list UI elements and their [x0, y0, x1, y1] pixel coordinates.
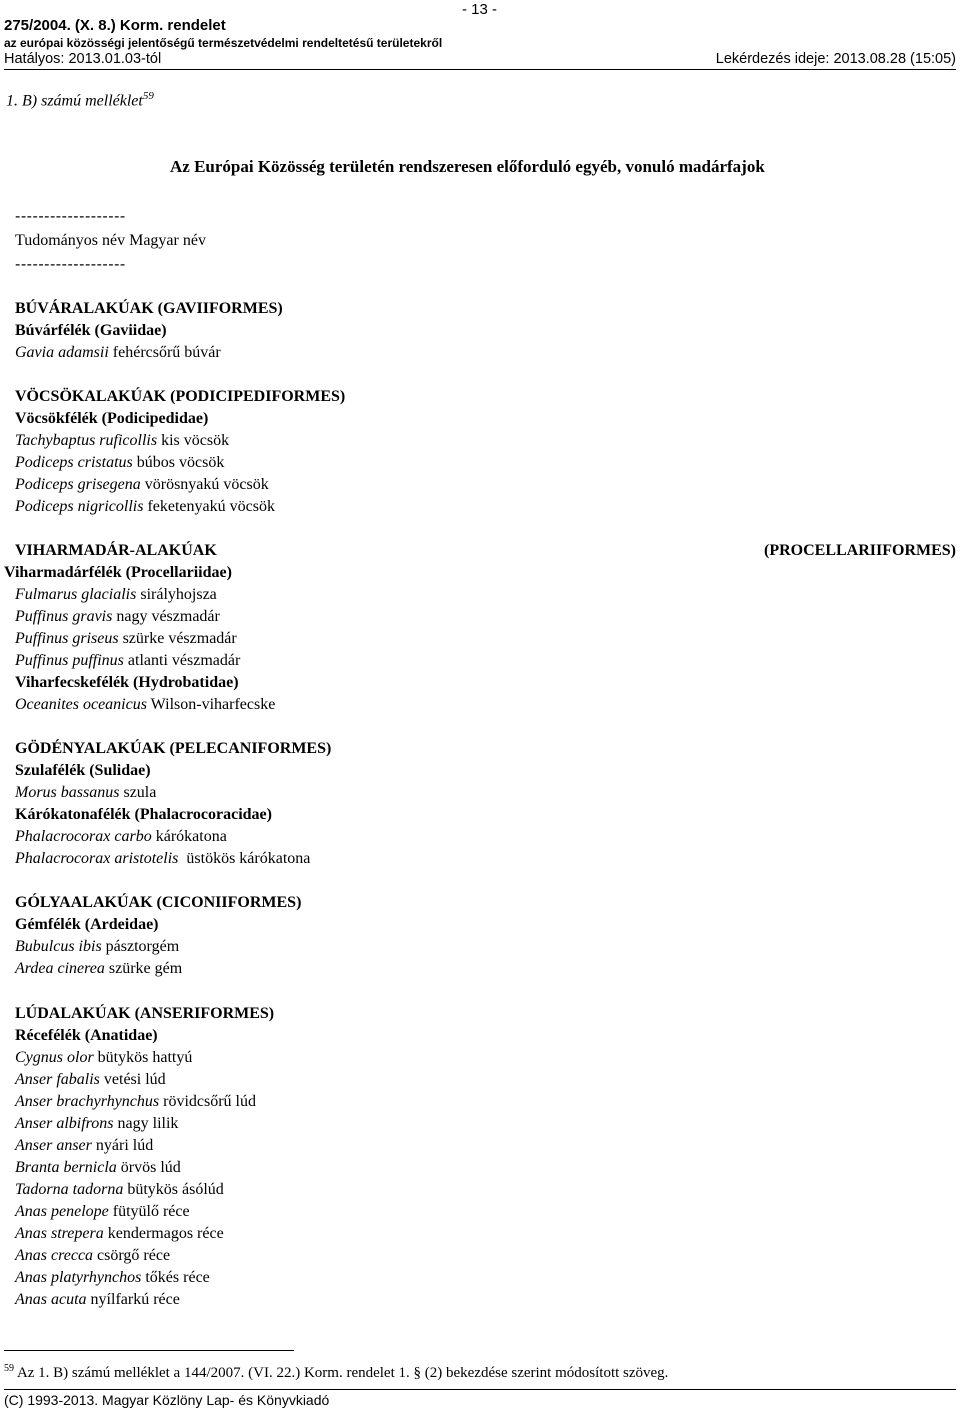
order-heading: VIHARMADÁR-ALAKÚAK [15, 542, 217, 559]
species-row [15, 1290, 180, 1310]
hungarian-name: sirályhojsza [140, 586, 217, 603]
order-heading: BÚVÁRALAKÚAK (GAVIIFORMES) [15, 300, 283, 317]
family-heading: Búvárfélék (Gaviidae) [15, 322, 167, 339]
query-time: Lekérdezés ideje: 2013.08.28 (15:05) [715, 51, 956, 67]
scientific-name: Anas crecca [15, 1247, 94, 1264]
law-reference: 275/2004. (X. 8.) Korm. rendelet [4, 17, 226, 34]
annex-label [6, 90, 154, 110]
footnote [4, 1363, 668, 1382]
hungarian-name: kis vöcsök [161, 432, 230, 449]
hungarian-name: atlanti vészmadár [127, 652, 241, 669]
scientific-name: Anas penelope [15, 1203, 109, 1220]
scientific-name: Puffinus puffinus [15, 652, 124, 669]
family-heading: Szulafélék (Sulidae) [15, 762, 151, 779]
order-heading: GÖDÉNYALAKÚAK (PELECANIFORMES) [15, 740, 332, 757]
species-row [15, 1224, 224, 1244]
hungarian-name: örvös lúd [120, 1159, 181, 1176]
hungarian-name: Wilson-viharfecske [150, 696, 276, 713]
species-row [15, 1158, 181, 1178]
scientific-name: Fulmarus glacialis [15, 586, 137, 603]
page-title: Az Európai Közösség területén rendszeresen előforduló egyéb, vonuló madárfajok [170, 157, 765, 176]
hungarian-name: feketenyakú vöcsök [147, 498, 275, 515]
species-row [15, 497, 275, 517]
order-heading-latin: (PROCELLARIIFORMES) [763, 542, 956, 559]
species-row [15, 1202, 190, 1222]
species-row [15, 607, 220, 627]
scientific-name: Bubulcus ibis [15, 938, 102, 955]
annex-footnote-ref[interactable]: 59 [142, 90, 154, 102]
annex-label-text: 1. B) számú melléklet [6, 92, 143, 110]
hungarian-name: tőkés réce [145, 1269, 210, 1286]
hungarian-name: nyári lúd [95, 1137, 154, 1154]
species-row [15, 959, 182, 979]
scientific-name: Podiceps nigricollis [15, 498, 144, 515]
species-row [15, 937, 179, 957]
hungarian-name: kendermagos réce [107, 1225, 224, 1242]
species-row [15, 783, 156, 803]
scientific-name: Podiceps cristatus [15, 454, 133, 471]
family-heading: Gémfélék (Ardeidae) [15, 916, 159, 933]
species-row [15, 585, 217, 605]
family-heading: Viharfecskefélék (Hydrobatidae) [15, 674, 239, 691]
scientific-name: Tachybaptus ruficollis [15, 432, 158, 449]
scientific-name: Anser fabalis [15, 1071, 100, 1088]
hungarian-name: bütykös hattyú [97, 1049, 193, 1066]
hungarian-name: vörösnyakú vöcsök [144, 476, 269, 493]
scientific-name: Morus bassanus [15, 784, 120, 801]
scientific-name: Anser brachyrhynchus [15, 1093, 160, 1110]
hungarian-name: szula [123, 784, 157, 801]
hungarian-name: csörgő réce [97, 1247, 171, 1264]
hungarian-name: fütyülő réce [112, 1203, 190, 1220]
species-row [15, 827, 227, 847]
species-row [15, 431, 229, 451]
scientific-name: Ardea cinerea [15, 960, 105, 977]
species-row [15, 651, 240, 671]
footnote-divider [4, 1350, 294, 1351]
species-row [15, 1136, 153, 1156]
footnote-text: Az 1. B) számú melléklet a 144/2007. (VI. 22.) Korm. rendelet 1. § (2) bekezdése szerint módosított szöveg. [16, 1365, 669, 1381]
scientific-name: Oceanites oceanicus [15, 696, 147, 713]
footer-divider [4, 1389, 956, 1390]
family-heading: Viharmadárfélék (Procellariidae) [4, 564, 232, 581]
valid-from: Hatályos: 2013.01.03-tól [4, 51, 162, 67]
species-row [15, 695, 275, 715]
table-column-headers: Tudományos név Magyar név [15, 232, 206, 249]
hungarian-name: pásztorgém [105, 938, 180, 955]
species-row [15, 475, 269, 495]
page-number: - 13 - [462, 1, 498, 18]
scientific-name: Tadorna tadorna [15, 1181, 124, 1198]
scientific-name: Puffinus griseus [15, 630, 119, 647]
hungarian-name: bütykös ásólúd [127, 1181, 224, 1198]
hungarian-name: üstökös kárókatona [186, 850, 311, 867]
hungarian-name: nagy lilik [117, 1115, 179, 1132]
species-row [15, 453, 224, 473]
species-row [15, 1070, 166, 1090]
table-divider-bottom: ------------------- [15, 256, 126, 273]
hungarian-name: búbos vöcsök [136, 454, 225, 471]
hungarian-name: fehércsőrű búvár [112, 344, 221, 361]
hungarian-name: rövidcsőrű lúd [163, 1093, 256, 1110]
species-row [15, 343, 221, 363]
scientific-name: Branta bernicla [15, 1159, 117, 1176]
hungarian-name: kárókatona [155, 828, 227, 845]
hungarian-name: szürke vészmadár [122, 630, 237, 647]
scientific-name: Anser albifrons [15, 1115, 114, 1132]
scientific-name: Anas platyrhynchos [15, 1269, 142, 1286]
hungarian-name: vetési lúd [103, 1071, 166, 1088]
order-heading: LÚDALAKÚAK (ANSERIFORMES) [15, 1005, 275, 1022]
order-heading: GÓLYAALAKÚAK (CICONIIFORMES) [15, 894, 302, 911]
species-row [15, 1092, 256, 1112]
order-heading: VÖCSÖKALAKÚAK (PODICIPEDIFORMES) [15, 388, 346, 405]
scientific-name: Puffinus gravis [15, 608, 113, 625]
family-heading: Kárókatonafélék (Phalacrocoracidae) [15, 806, 272, 823]
species-row [15, 1114, 178, 1134]
copyright: (C) 1993-2013. Magyar Közlöny Lap- és Könyvkiadó [4, 1392, 330, 1408]
hungarian-name: nagy vészmadár [116, 608, 220, 625]
family-heading: Vöcsökfélék (Podicipedidae) [15, 410, 209, 427]
species-row [15, 1180, 224, 1200]
law-subtitle: az európai közösségi jelentőségű természetvédelmi rendeltetésű területekről [4, 36, 443, 50]
scientific-name: Podiceps grisegena [15, 476, 141, 493]
species-row [15, 1268, 210, 1288]
scientific-name: Phalacrocorax aristotelis [15, 850, 179, 867]
species-row [15, 849, 310, 869]
footnote-number: 59 [4, 1363, 14, 1374]
hungarian-name: szürke gém [108, 960, 183, 977]
species-row [15, 1246, 170, 1266]
scientific-name: Anas acuta [15, 1291, 87, 1308]
family-heading: Récefélék (Anatidae) [15, 1027, 158, 1044]
scientific-name: Anser anser [15, 1137, 92, 1154]
header-divider [4, 69, 956, 70]
species-row [15, 629, 237, 649]
table-divider-top: ------------------- [15, 208, 126, 225]
scientific-name: Anas strepera [15, 1225, 104, 1242]
scientific-name: Cygnus olor [15, 1049, 94, 1066]
hungarian-name: nyílfarkú réce [90, 1291, 180, 1308]
scientific-name: Gavia adamsii [15, 344, 109, 361]
species-row [15, 1048, 192, 1068]
scientific-name: Phalacrocorax carbo [15, 828, 152, 845]
